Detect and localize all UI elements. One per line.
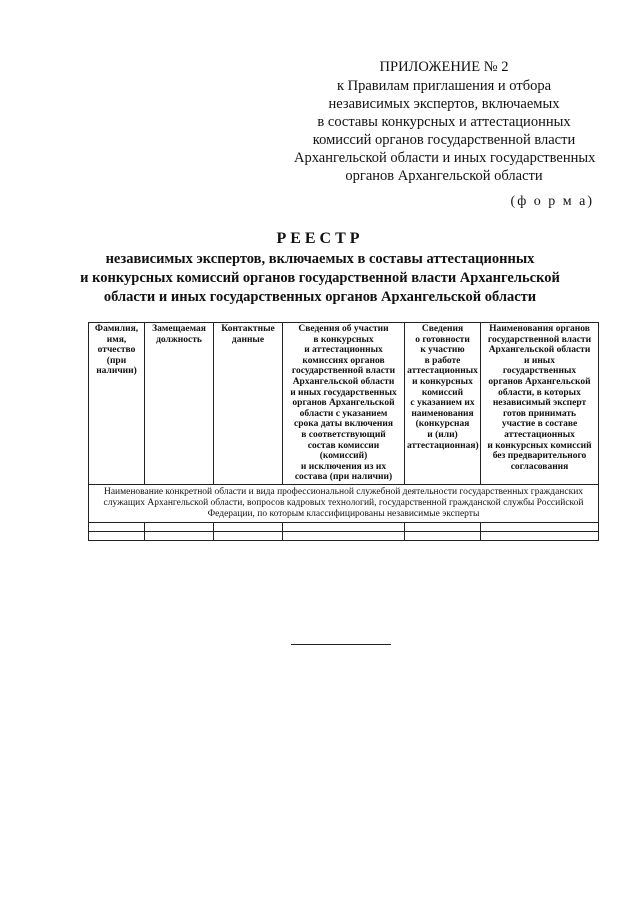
column-header-full-name: Фамилия, имя, отчество (при наличии) — [89, 323, 145, 485]
column-header-agencies: Наименования органов государственной власти Архангельской области и иных государственных органов Архангельской области, в которых независимый эксперт готов принимать участие в составе аттестационных и конкурсных комиссий без предварительного согласования — [481, 323, 599, 485]
table-row — [89, 522, 599, 531]
registry-subtitle-line: и конкурсных комиссий органов государственной власти Архангельской — [80, 270, 560, 286]
registry-table — [88, 322, 599, 541]
registry-subtitle — [0, 250, 640, 307]
appendix-line: Архангельской области и иных государственных — [294, 150, 596, 166]
table-cell[interactable] — [89, 531, 145, 540]
table-cell[interactable] — [145, 531, 214, 540]
table-cell[interactable] — [214, 531, 283, 540]
appendix-block — [294, 58, 594, 185]
registry-title: РЕЕСТР — [276, 230, 364, 247]
column-header-position: Замещаемая должность — [145, 323, 214, 485]
column-header-readiness: Сведения о готовности к участию в работе аттестационных и конкурсных комиссий с указанием их наименования (конкурсная и (или) аттестационная) — [405, 323, 481, 485]
table-cell[interactable] — [481, 531, 599, 540]
appendix-heading: ПРИЛОЖЕНИЕ № 2 — [379, 59, 509, 75]
table-section-row — [89, 484, 599, 522]
column-header-commission-participation: Сведения об участии в конкурсных и аттестационных комиссиях органов государственной власти Архангельской области и иных государственных органов Архангельской области с указанием срока даты включения в соответствующий состав комиссии (комиссий) и исключения из их состава (при наличии) — [283, 323, 405, 485]
form-note: (ф о р м а) — [510, 194, 594, 209]
signature-divider — [291, 644, 391, 645]
appendix-line: комиссий органов государственной власти — [312, 132, 576, 148]
table-cell[interactable] — [405, 522, 481, 531]
table-cell[interactable] — [89, 522, 145, 531]
table-cell[interactable] — [481, 522, 599, 531]
table-cell[interactable] — [405, 531, 481, 540]
table-cell[interactable] — [283, 531, 405, 540]
appendix-line: в составы конкурсных и аттестационных — [317, 114, 571, 130]
appendix-line: органов Архангельской области — [345, 168, 543, 184]
table-cell[interactable] — [283, 522, 405, 531]
registry-subtitle-line: независимых экспертов, включаемых в составы аттестационных — [105, 251, 535, 267]
appendix-line: к Правилам приглашения и отбора — [336, 78, 552, 94]
appendix-line: независимых экспертов, включаемых — [328, 96, 560, 112]
table-row — [89, 531, 599, 540]
table-section-cell: Наименование конкретной области и вида профессиональной служебной деятельности государственных гражданских служащих Архангельской области, вопросов кадровых технологий, государственной гражданской службы Российской Федерации, по которым классифицированы независимые эксперты — [89, 484, 599, 522]
table-header-row — [89, 323, 599, 485]
registry-subtitle-line: области и иных государственных органов Архангельской области — [103, 289, 537, 305]
table-cell[interactable] — [214, 522, 283, 531]
table-cell[interactable] — [145, 522, 214, 531]
column-header-contacts: Контактные данные — [214, 323, 283, 485]
